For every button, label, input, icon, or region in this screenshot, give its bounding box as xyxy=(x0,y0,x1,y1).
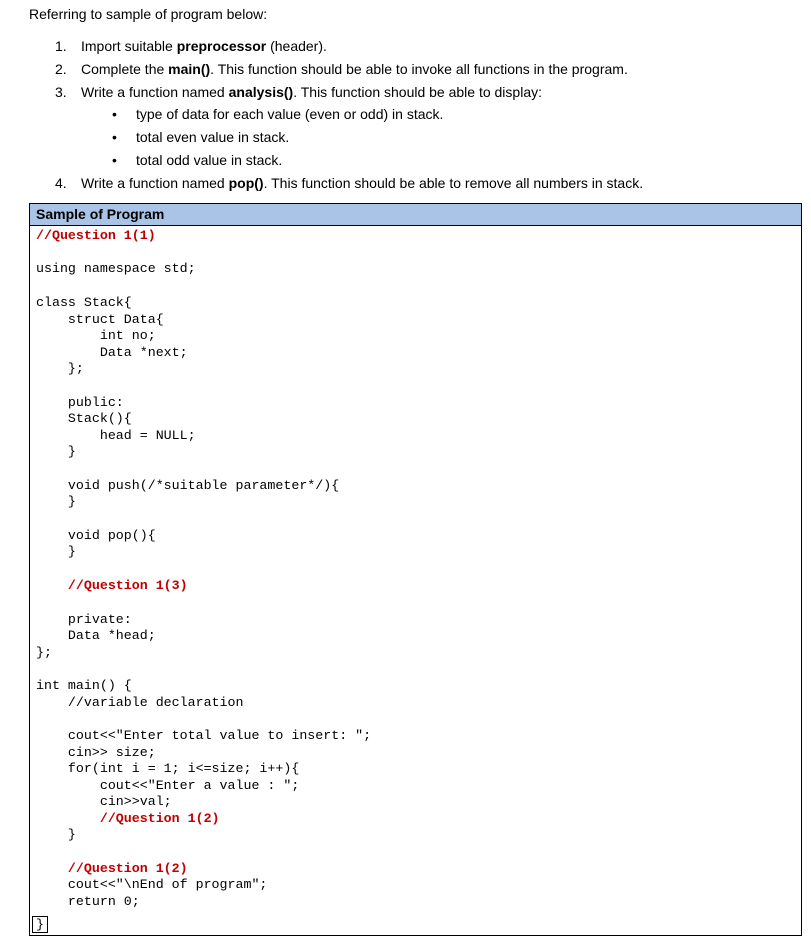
code-line: Data *next; xyxy=(36,345,188,360)
task-3 xyxy=(55,84,542,100)
task-number: 1. xyxy=(55,38,67,54)
task-number: 3. xyxy=(55,84,67,100)
task-2 xyxy=(55,61,628,77)
task-keyword: analysis() xyxy=(228,84,294,100)
task-keyword: pop() xyxy=(228,175,264,191)
task-text: Complete the xyxy=(81,61,169,77)
bullet-text: type of data for each value (even or odd) in stack. xyxy=(136,106,444,122)
code-line: struct Data{ xyxy=(36,312,164,327)
code-line: public: xyxy=(36,395,124,410)
code-line: cin>>val; xyxy=(36,794,172,809)
code-line: class Stack{ xyxy=(36,295,132,310)
bullet-text: total even value in stack. xyxy=(136,129,290,145)
code-line: cout<<"\nEnd of program"; xyxy=(36,877,268,892)
code-line: void pop(){ xyxy=(36,528,156,543)
bullet-item xyxy=(112,152,282,168)
task-1 xyxy=(55,38,327,54)
task-text: . This function should be able to invoke all functions in the program. xyxy=(210,61,628,77)
code-comment-line: //Question 1(1) xyxy=(36,228,156,243)
task-keyword: preprocessor xyxy=(176,38,267,54)
task-text: . This function should be able to display: xyxy=(293,84,542,100)
code-line: Data *head; xyxy=(36,628,156,643)
task-text: Write a function named xyxy=(81,84,229,100)
sample-program-box xyxy=(29,203,802,936)
code-line: using namespace std; xyxy=(36,261,196,276)
bullet-item xyxy=(112,106,443,122)
code-line: for(int i = 1; i<=size; i++){ xyxy=(36,761,300,776)
code-line: } xyxy=(36,444,76,459)
task-number: 4. xyxy=(55,175,67,191)
code-line: cin>> size; xyxy=(36,745,156,760)
bullet-icon: • xyxy=(112,129,117,145)
code-line: return 0; xyxy=(36,894,140,909)
code-line: } xyxy=(36,544,76,559)
code-line: Stack(){ xyxy=(36,411,132,426)
sample-program-header: Sample of Program xyxy=(30,204,801,226)
code-comment-line: //Question 1(2) xyxy=(36,811,220,826)
code-line: } xyxy=(36,494,76,509)
task-text: Import suitable xyxy=(81,38,177,54)
code-line: private: xyxy=(36,612,132,627)
code-line: head = NULL; xyxy=(36,428,196,443)
code-line: }; xyxy=(36,645,52,660)
code-line: int no; xyxy=(36,328,156,343)
code-line: cout<<"Enter total value to insert: "; xyxy=(36,728,372,743)
bullet-icon: • xyxy=(112,152,117,168)
code-line: int main() { xyxy=(36,678,132,693)
code-line-closing-brace: } xyxy=(32,916,48,933)
task-text: Write a function named xyxy=(81,175,229,191)
code-line: //variable declaration xyxy=(36,695,244,710)
code-line: void push(/*suitable parameter*/){ xyxy=(36,478,340,493)
code-comment-line: //Question 1(3) xyxy=(36,578,188,593)
task-4 xyxy=(55,175,643,191)
bullet-icon: • xyxy=(112,106,117,122)
intro-text: Referring to sample of program below: xyxy=(29,6,268,22)
code-line: cout<<"Enter a value : "; xyxy=(36,778,300,793)
task-text: . This function should be able to remove all numbers in stack. xyxy=(263,175,644,191)
bullet-text: total odd value in stack. xyxy=(136,152,283,168)
task-text: (header). xyxy=(266,38,327,54)
bullet-item xyxy=(112,129,289,145)
code-line: } xyxy=(36,827,76,842)
task-number: 2. xyxy=(55,61,67,77)
code-line: }; xyxy=(36,361,84,376)
code-comment-line: //Question 1(2) xyxy=(36,861,188,876)
task-keyword: main() xyxy=(168,61,211,77)
